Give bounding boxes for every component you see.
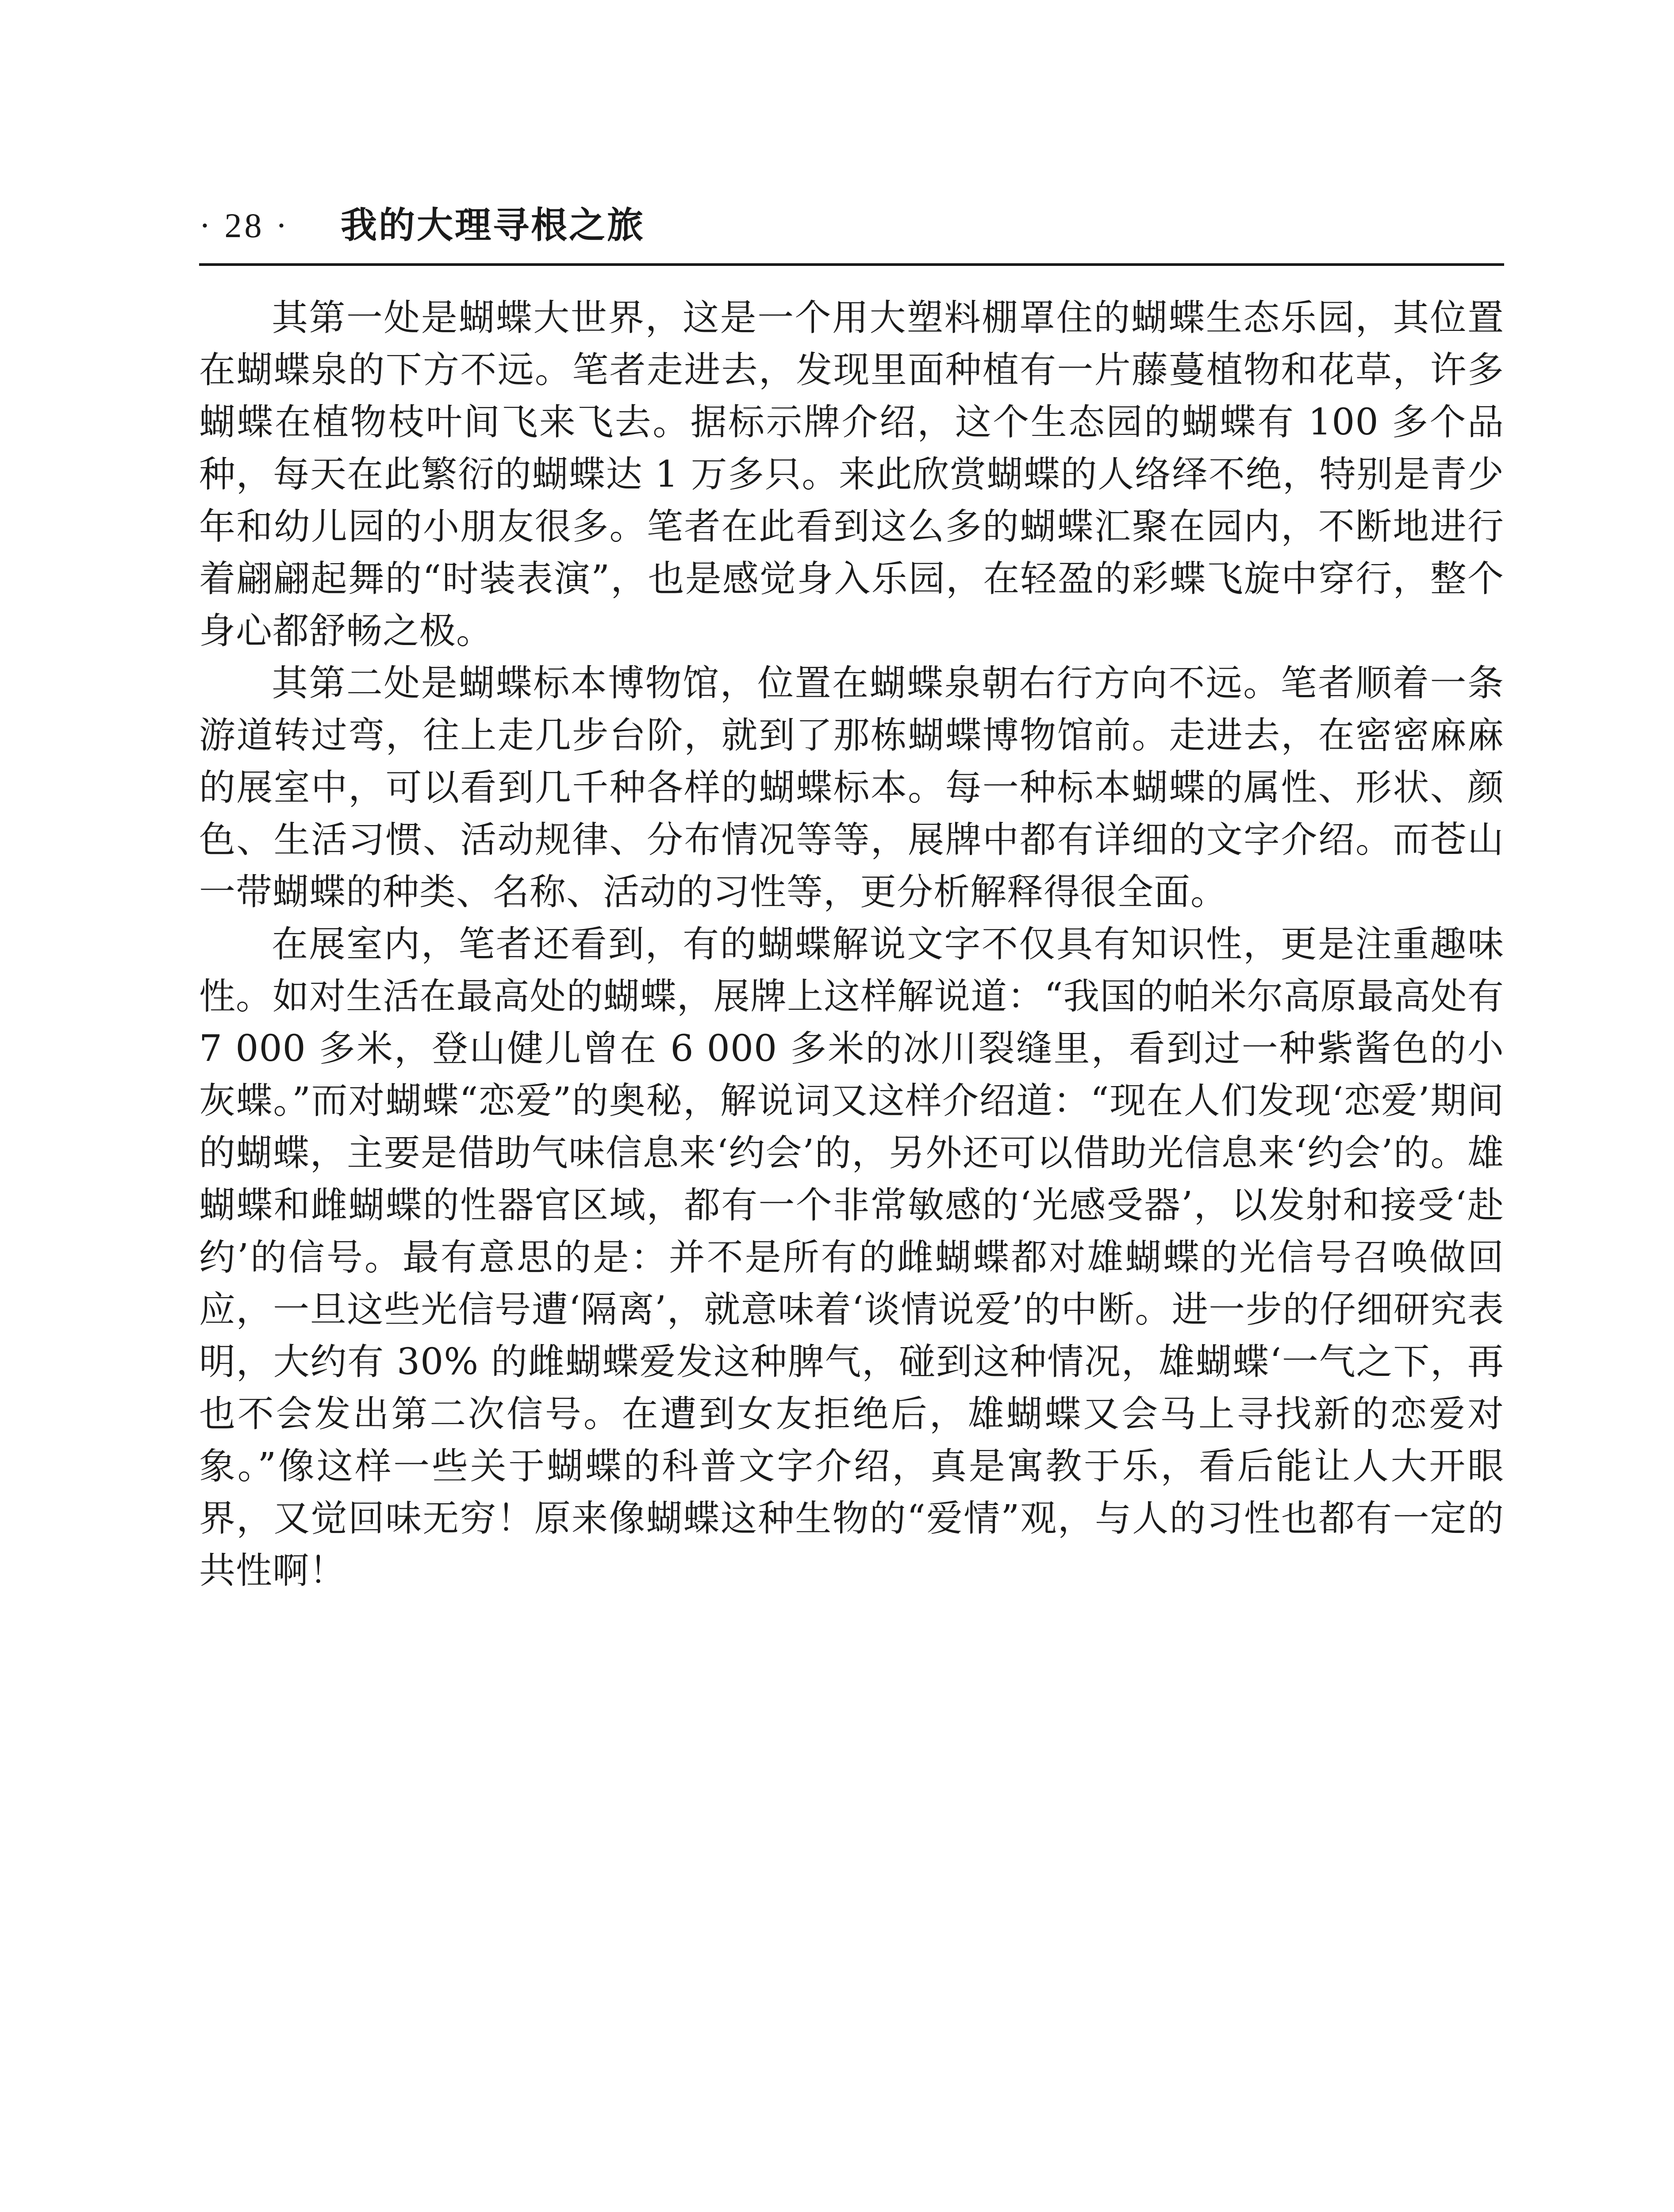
header-rule <box>199 263 1504 266</box>
paragraph-specimen-museum: 其第二处是蝴蝶标本博物馆，位置在蝴蝶泉朝右行方向不远。笔者顺着一条游道转过弯，往上走几步台阶，就到了那栋蝴蝶博物馆前。走进去，在密密麻麻的展室中，可以看到几千种各样的蝴蝶标本。每一种标本蝴蝶的属性、形状、颜色、生活习惯、活动规律、分布情况等等，展牌中都有详细的文字介绍。而苍山一带蝴蝶的种类、名称、活动的习性等，更分析解释得很全面。 <box>199 662 1504 913</box>
paragraph-exhibit-descriptions: 在展室内，笔者还看到，有的蝴蝶解说文字不仅具有知识性，更是注重趣味性。如对生活在最高处的蝴蝶，展牌上这样解说道：“我国的帕米尔高原最高处有 7 000 多米，登山健儿曾在 6 000 多米的冰川裂缝里，看到过一种紫酱色的小灰蝶。”而对蝴蝶“恋爱”的奥秘，解说词又这样介绍道：“现在人们发现‘恋爱’期间的蝴蝶，主要是借助气味信息来‘约会’的，另外还可以借助光信息来‘约会’的。雄蝴蝶和雌蝴蝶的性器官区域，都有一个非常敏感的‘光感受器’，以发射和接受‘赴约’的信号。最有意思的是：并不是所有的雌蝴蝶都对雄蝴蝶的光信号召唤做回应，一旦这些光信号遭‘隔离’，就意味着‘谈情说爱’的中断。进一步的仔细研究表明，大约有 30% 的雌蝴蝶爱发这种脾气，碰到这种情况，雄蝴蝶‘一气之下，再也不会发出第二次信号。在遭到女友拒绝后，雄蝴蝶又会马上寻找新的恋爱对象。”像这样一些关于蝴蝶的科普文字介绍，真是寓教于乐，看后能让人大开眼界，又觉回味无穷！原来像蝴蝶这种生物的“爱情”观，与人的习性也都有一定的共性啊！ <box>199 923 1504 1592</box>
paragraph-butterfly-world: 其第一处是蝴蝶大世界，这是一个用大塑料棚罩住的蝴蝶生态乐园，其位置在蝴蝶泉的下方不远。笔者走进去，发现里面种植有一片藤蔓植物和花草，许多蝴蝶在植物枝叶间飞来飞去。据标示牌介绍，这个生态园的蝴蝶有 100 多个品种，每天在此繁衍的蝴蝶达 1 万多只。来此欣赏蝴蝶的人络绎不绝，特别是青少年和幼儿园的小朋友很多。笔者在此看到这么多的蝴蝶汇聚在园内，不断地进行着翩翩起舞的“时装表演”，也是感觉身入乐园，在轻盈的彩蝶飞旋中穿行，整个身心都舒畅之极。 <box>199 297 1504 652</box>
book-title: 我的大理寻根之旅 <box>341 204 645 246</box>
page-number: · 28 · <box>199 206 290 245</box>
body-text <box>199 292 1504 1597</box>
page-header <box>199 195 1504 265</box>
